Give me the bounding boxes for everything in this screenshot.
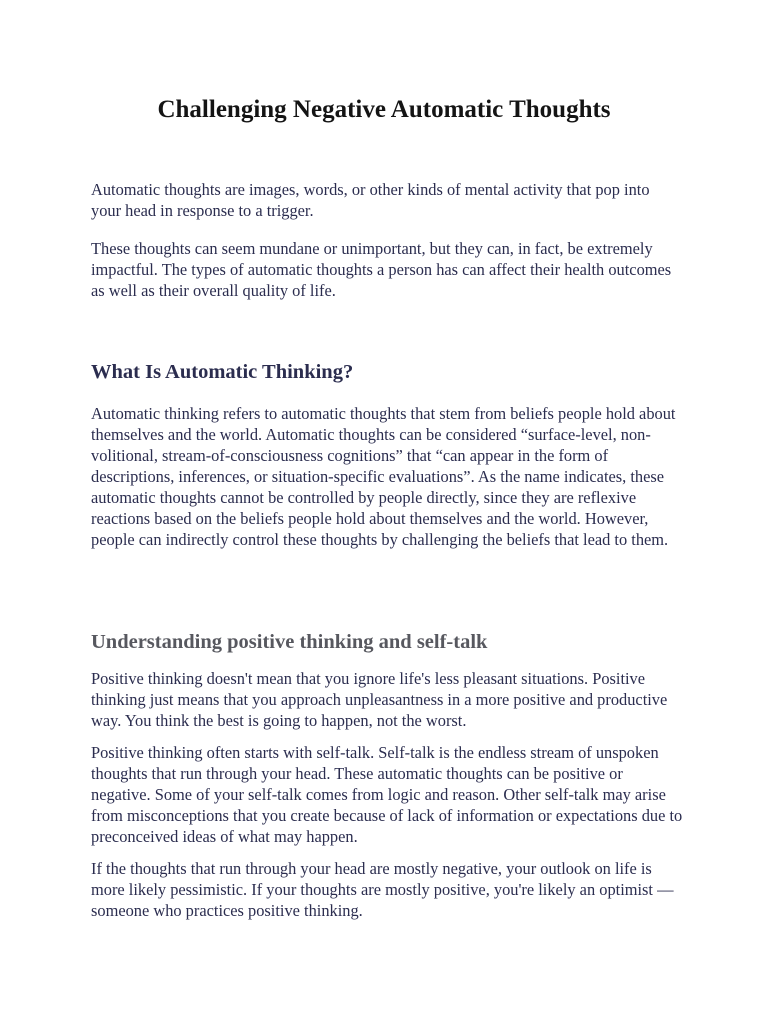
- positive-thinking-paragraph-2: Positive thinking often starts with self-talk. Self-talk is the endless stream of unspoken thoughts that run through your head. These automatic thoughts can be positive or negative. Some of your self-talk comes from logic and reason. Other self-talk may arise from misconceptions that you create because of lack of information or expectations due to preconceived ideas of what may happen.: [91, 743, 683, 846]
- intro-paragraph-1: Automatic thoughts are images, words, or other kinds of mental activity that pop into your head in response to a trigger.: [91, 180, 650, 220]
- positive-thinking-paragraph-3: If the thoughts that run through your head are mostly negative, your outlook on life is more likely pessimistic. If your thoughts are mostly positive, you're likely an optimist — someone who practices positive thinking.: [91, 859, 674, 920]
- automatic-thinking-paragraph: Automatic thinking refers to automatic thoughts that stem from beliefs people hold about themselves and the world. Automatic thoughts can be considered “surface-level, non-volitional, stream-of-consciousness cognitions” that “can appear in the form of descriptions, inferences, or situation-specific evaluations”. As the name indicates, these automatic thoughts cannot be controlled by people directly, since they are reflexive reactions based on the beliefs people hold about themselves and the world. However, people can indirectly control these thoughts by challenging the beliefs that lead to them.: [91, 404, 676, 549]
- section-heading-automatic-thinking: What Is Automatic Thinking?: [91, 361, 354, 383]
- document-title: Challenging Negative Automatic Thoughts: [157, 96, 611, 123]
- intro-paragraph-2: These thoughts can seem mundane or unimportant, but they can, in fact, be extremely impactful. The types of automatic thoughts a person has can affect their health outcomes as well as their overall quality of life.: [91, 239, 672, 300]
- section-heading-positive-thinking: Understanding positive thinking and self-talk: [91, 631, 488, 653]
- positive-thinking-paragraph-1: Positive thinking doesn't mean that you ignore life's less pleasant situations. Positive thinking just means that you approach unpleasantness in a more positive and productive way. You think the best is going to happen, not the worst.: [91, 669, 668, 730]
